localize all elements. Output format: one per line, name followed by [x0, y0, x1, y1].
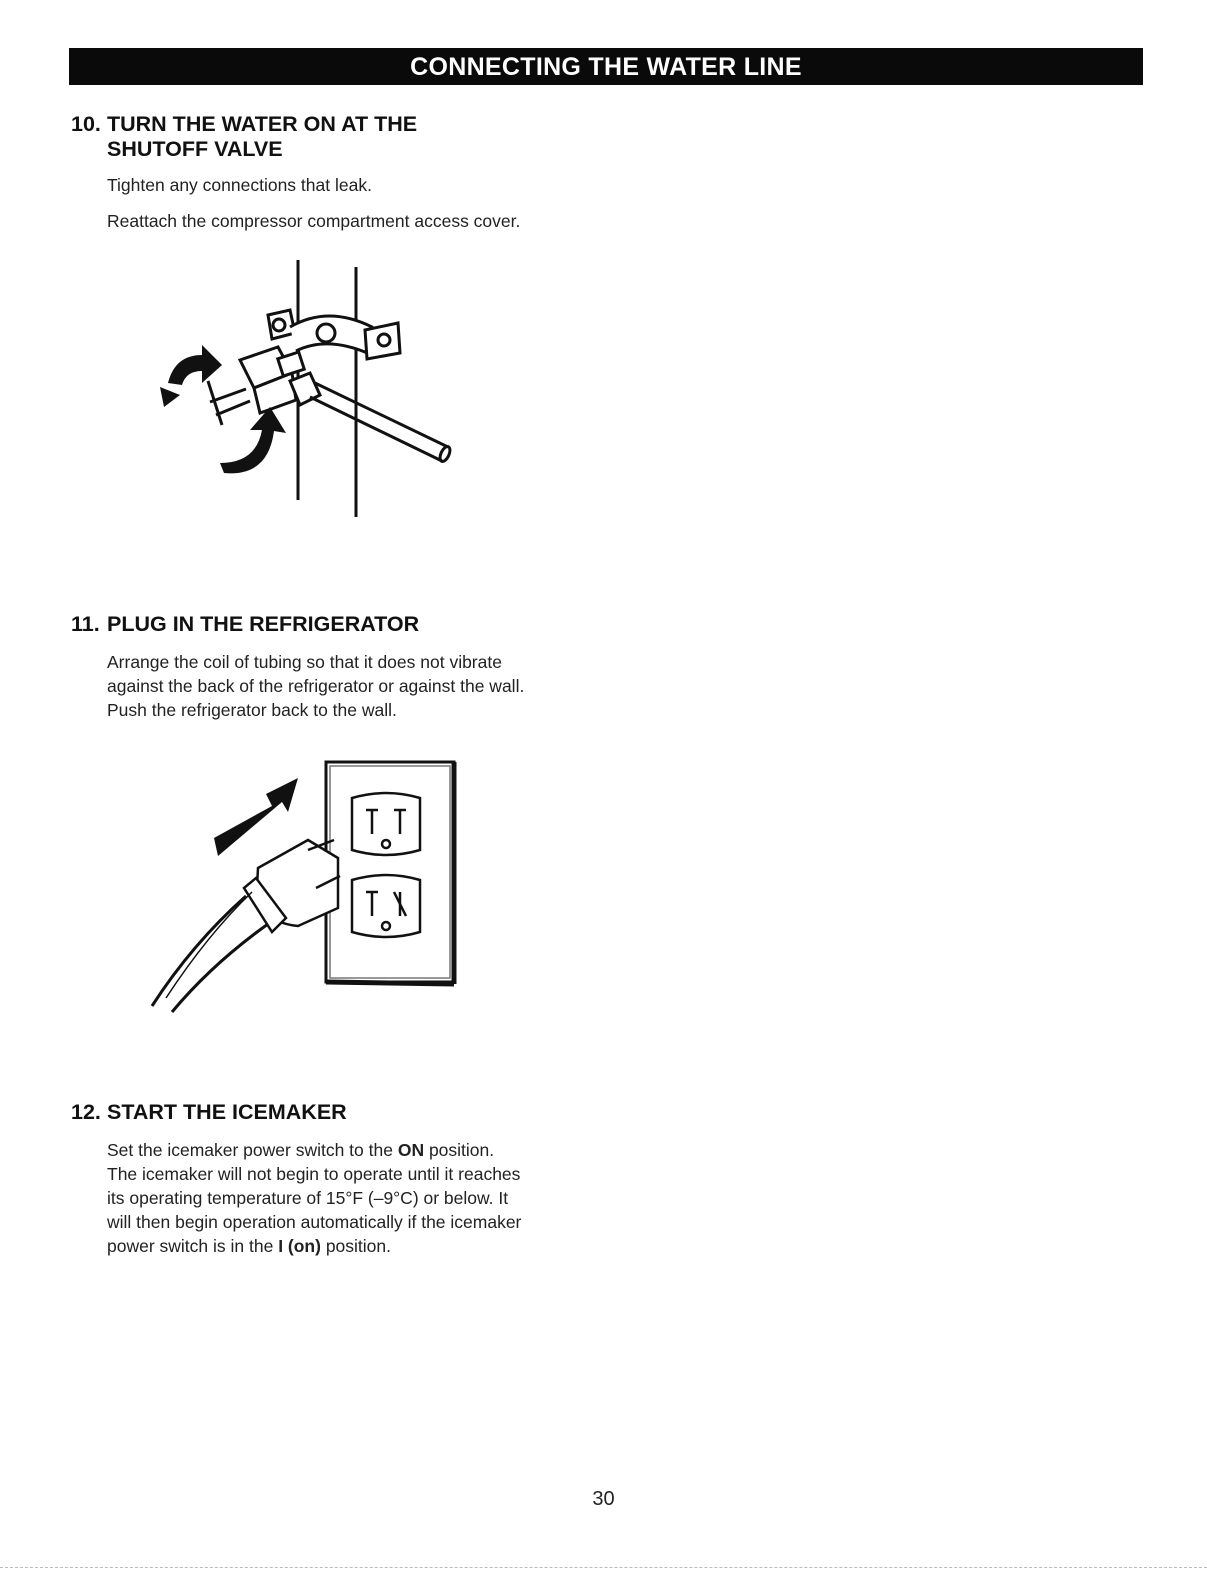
step-12-text: [107, 1138, 607, 1258]
step-11-line-3: Push the refrigerator back to the wall.: [107, 700, 397, 720]
step-12-number: 12.: [71, 1100, 101, 1124]
step-12-line-3: its operating temperature of 15°F (–9°C) or below. It: [107, 1188, 509, 1208]
step-10-para-1: Tighten any connections that leak.: [107, 175, 372, 195]
step-11-number: 11.: [71, 612, 100, 636]
step-12-line-1: [107, 1138, 607, 1162]
step-10-title-line1: TURN THE WATER ON AT THE: [107, 112, 418, 136]
step-12-line-5b: position.: [320, 1236, 391, 1256]
shutoff-valve-illustration-icon: [150, 255, 460, 525]
step-10-title-line2: SHUTOFF VALVE: [107, 137, 283, 161]
step-11-heading: [71, 612, 419, 637]
step-12-line-1a: Set the icemaker power switch to the: [107, 1140, 398, 1160]
step-12-heading: [71, 1100, 347, 1125]
bottom-divider: [0, 1567, 1207, 1568]
step-11-title-line1: PLUG IN THE REFRIGERATOR: [107, 612, 420, 636]
step-12-line-5a: power switch is in the: [107, 1236, 279, 1256]
step-12-line-1b: position.: [424, 1140, 495, 1160]
page-number: 30: [592, 1488, 615, 1510]
step-12-on-switch-label: I (on): [278, 1236, 321, 1256]
step-12-line-2: The icemaker will not begin to operate until it reaches: [107, 1164, 521, 1184]
step-10-para-2: Reattach the compressor compartment access cover.: [107, 211, 521, 231]
plug-outlet-illustration-icon: [148, 758, 463, 1018]
step-12-line-4: will then begin operation automatically if the icemaker: [107, 1212, 522, 1232]
step-10-text: [107, 173, 607, 233]
section-banner: CONNECTING THE WATER LINE: [69, 48, 1143, 85]
step-10-heading: [71, 112, 417, 162]
step-12-line-5: [107, 1234, 607, 1258]
step-10-number: 10.: [71, 112, 101, 136]
step-12-on-label: ON: [397, 1140, 425, 1160]
step-12-title-line1: START THE ICEMAKER: [107, 1100, 347, 1124]
step-11-line-1: Arrange the coil of tubing so that it does not vibrate: [107, 652, 502, 672]
step-11-line-2: against the back of the refrigerator or against the wall.: [107, 676, 525, 696]
step-11-text: [107, 650, 607, 722]
